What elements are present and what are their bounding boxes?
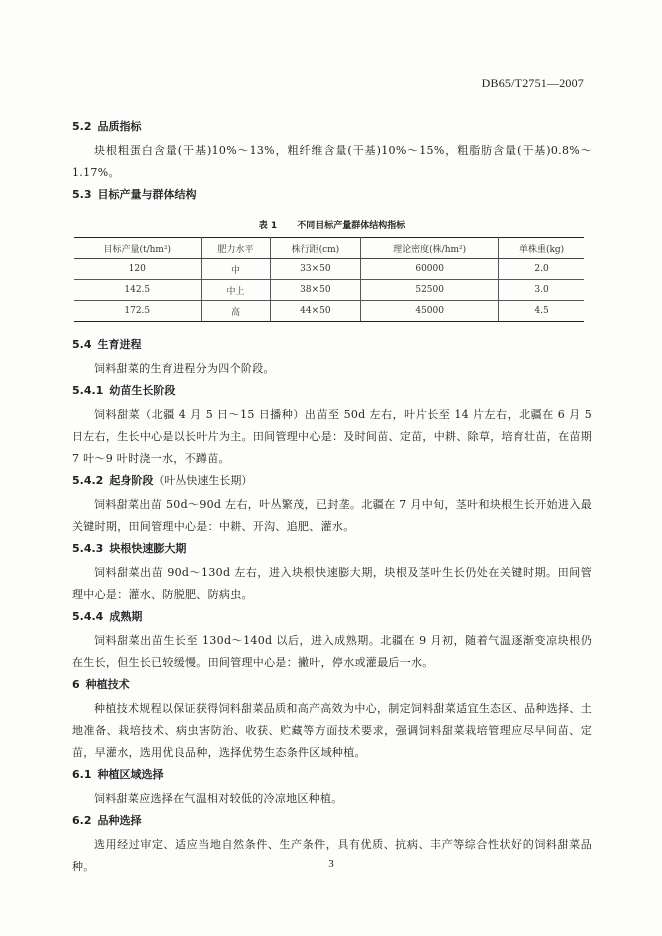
table-cell: 60000	[361, 259, 499, 280]
section-number: 5.4.1	[72, 384, 104, 397]
table-row	[74, 259, 584, 280]
heading-5-3	[72, 186, 592, 204]
table-row	[74, 280, 584, 301]
section-number: 5.4.4	[72, 610, 104, 623]
table-label: 表 1	[258, 221, 278, 231]
section-number: 5.4.2	[72, 474, 104, 487]
section-number: 5.3	[72, 188, 92, 201]
heading-5-4-1	[72, 382, 592, 400]
table-cell: 中	[201, 259, 270, 280]
table-cell: 4.5	[499, 301, 584, 322]
paragraph-6-1: 饲料甜菜应选择在气温相对较低的冷凉地区种植。	[94, 792, 343, 805]
col-header-plant-weight: 单株重(kg)	[499, 238, 584, 259]
paragraph-6-2: 选用经过审定、适应当地自然条件、生产条件，具有优质、抗病、丰产等综合性状好的饲料甜菜品种。	[72, 838, 592, 873]
heading-6-1	[72, 766, 592, 784]
table-cell: 高	[201, 301, 270, 322]
table-cell: 3.0	[499, 280, 584, 301]
paragraph-5-4-4: 饲料甜菜出苗生长至 130d～140d 以后，进入成熟期。北疆在 9 月初，随着气温逐渐变凉块根仍在生长，但生长已较缓慢。田间管理中心是：撇叶，停水或灌最后一水。	[72, 634, 592, 669]
table-caption	[72, 218, 592, 231]
section-number: 6.1	[72, 768, 92, 781]
table-cell: 52500	[361, 280, 499, 301]
heading-6-2	[72, 812, 592, 830]
table-header-row	[74, 238, 584, 259]
table-cell: 120	[74, 259, 201, 280]
section-number: 5.4.3	[72, 542, 104, 555]
table-cell: 45000	[361, 301, 499, 322]
paragraph-5-2: 块根粗蛋白含量(干基)10%～13%，粗纤维含量(干基)10%～15%，粗脂肪含量(干基)0.8%～1.17%。	[72, 144, 592, 179]
heading-5-4-2	[72, 472, 592, 490]
section-title: 品质指标	[97, 120, 142, 133]
document-body	[72, 118, 592, 880]
table-cell: 33×50	[270, 259, 361, 280]
section-number: 6.2	[72, 814, 92, 827]
section-title: 幼苗生长阶段	[109, 384, 176, 397]
section-number: 6	[72, 678, 80, 691]
heading-6	[72, 676, 592, 694]
section-title: 种植技术	[85, 678, 130, 691]
heading-5-4-3	[72, 540, 592, 558]
paragraph-5-4-2: 饲料甜菜出苗 50d～90d 左右，叶丛繁茂，已封垄。北疆在 7 月中旬，茎叶和块根生长开始进入最关键时期，田间管理中心是：中耕、开沟、追肥、灌水。	[72, 498, 592, 533]
col-header-target-yield: 目标产量(t/hm²)	[74, 238, 201, 259]
paragraph-5-4: 饲料甜菜的生育进程分为四个阶段。	[94, 362, 275, 375]
paragraph-5-4-1: 饲料甜菜（北疆 4 月 5 日～15 日播种）出苗至 50d 左右，叶片长至 14 片左右，北疆在 6 月 5 日左右，生长中心是以长叶片为主。田间管理中心是：及时间苗、定苗，中耕、除草，培育壮苗，在苗期 7 叶～9 叶时浇一水，不蹲苗。	[72, 408, 592, 465]
table-cell: 2.0	[499, 259, 584, 280]
col-header-density: 理论密度(株/hm²)	[361, 238, 499, 259]
document-number: DB65/T2751—2007	[481, 76, 584, 90]
section-title: 品种选择	[97, 814, 142, 827]
section-title: 成熟期	[109, 610, 143, 623]
paragraph-6: 种植技术规程以保证获得饲料甜菜品质和高产高效为中心，制定饲料甜菜适宜生态区、品种选择、土地准备、栽培技术、病虫害防治、收获、贮藏等方面技术要求，强调饲料甜菜栽培管理应尽早间苗、定苗，早灌水，选用优良品种，选择优势生态条件区域种植。	[72, 702, 592, 759]
table-row	[74, 301, 584, 322]
section-title: 块根快速膨大期	[109, 542, 187, 555]
table-title: 不同目标产量群体结构指标	[297, 221, 406, 231]
section-number: 5.4	[72, 338, 92, 351]
section-title: 种植区域选择	[97, 768, 164, 781]
section-title: 目标产量与群体结构	[97, 188, 197, 201]
page-number: 3	[328, 858, 334, 870]
section-number: 5.2	[72, 120, 92, 133]
col-header-spacing: 株行距(cm)	[270, 238, 361, 259]
heading-5-4	[72, 336, 592, 354]
table-cell: 172.5	[74, 301, 201, 322]
heading-5-4-4	[72, 608, 592, 626]
section-title: 生育进程	[97, 338, 142, 351]
table-cell: 中上	[201, 280, 270, 301]
table-cell: 142.5	[74, 280, 201, 301]
section-title: 起身阶段	[109, 474, 154, 487]
table-cell: 38×50	[270, 280, 361, 301]
target-yield-table	[74, 237, 584, 322]
section-note: （叶丛快速生长期）	[153, 474, 253, 487]
heading-5-2	[72, 118, 592, 136]
col-header-fertility: 肥力水平	[201, 238, 270, 259]
table-cell: 44×50	[270, 301, 361, 322]
paragraph-5-4-3: 饲料甜菜出苗 90d～130d 左右，进入块根快速膨大期，块根及茎叶生长仍处在关键时期。田间管理中心是：灌水、防脱肥、防病虫。	[72, 566, 592, 601]
